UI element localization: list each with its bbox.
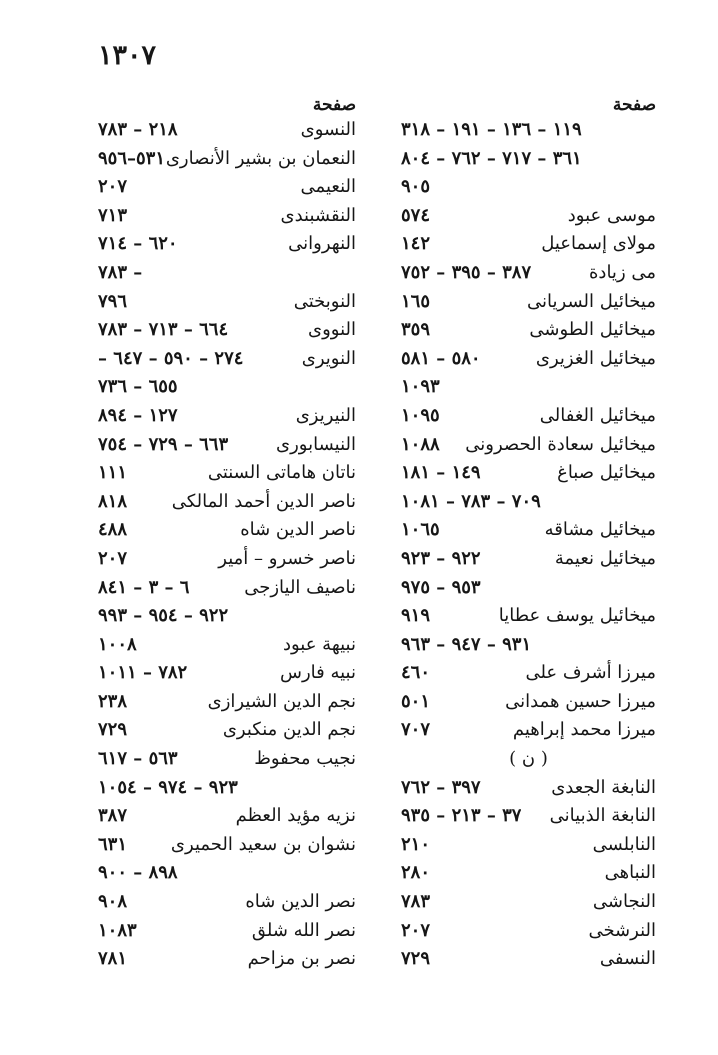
entry-pages: ٤٦٠ bbox=[401, 662, 431, 684]
index-entry bbox=[401, 945, 656, 974]
index-entry bbox=[401, 230, 656, 259]
index-entry bbox=[401, 345, 656, 374]
entry-pages: ٧٠٩ – ٧٨٣ – ١٠٨١ bbox=[401, 490, 541, 512]
index-entry bbox=[98, 173, 356, 202]
index-entry bbox=[98, 602, 356, 631]
index-entry bbox=[401, 802, 656, 831]
entry-pages: ٣٦١ – ٧١٧ – ٧٦٢ – ٨٠٤ bbox=[401, 147, 582, 169]
entry-pages: ٦٣١ bbox=[98, 833, 128, 855]
index-column-right bbox=[401, 94, 656, 974]
entry-name: ميخائيل الطوشى bbox=[529, 319, 656, 341]
entry-pages: ٧٨٢ – ١٠١١ bbox=[98, 662, 188, 684]
index-entry bbox=[98, 545, 356, 574]
index-entry bbox=[401, 917, 656, 946]
index-entry bbox=[401, 602, 656, 631]
entry-name: النابغة الجعدى bbox=[551, 776, 656, 798]
column-heading: صفحة bbox=[312, 95, 356, 115]
index-entry bbox=[98, 774, 356, 803]
index-entry bbox=[401, 288, 656, 317]
index-entry bbox=[401, 402, 656, 431]
index-entry bbox=[98, 373, 356, 402]
column-heading: صفحة bbox=[612, 95, 656, 115]
index-entry bbox=[401, 145, 656, 174]
index-entry bbox=[401, 631, 656, 660]
entry-name: نجم الدين منكبرى bbox=[222, 719, 356, 741]
entry-pages: ٩٠٥ bbox=[401, 176, 431, 198]
section-letter: ( ن ) bbox=[509, 748, 548, 770]
entry-pages: – ٧٨٣ bbox=[98, 261, 143, 283]
entry-name: موسى عبود bbox=[567, 204, 656, 226]
entry-name: ميرزا محمد إبراهيم bbox=[512, 719, 656, 741]
index-entry bbox=[98, 316, 356, 345]
entry-pages: ٢٠٧ bbox=[401, 919, 431, 941]
entry-name: ناصيف اليازجى bbox=[244, 576, 356, 598]
index-entry bbox=[98, 859, 356, 888]
index-entry bbox=[401, 888, 656, 917]
entry-pages: ٨١٨ bbox=[98, 490, 128, 512]
entry-pages: ٢٣٨ bbox=[98, 690, 128, 712]
entry-pages: ٦ – ٣ – ٨٤١ bbox=[98, 576, 190, 598]
entry-pages: ٧٨٣ bbox=[401, 891, 431, 913]
index-entry bbox=[98, 402, 356, 431]
entry-pages: ٣٧ – ٢١٣ – ٩٣٥ bbox=[401, 805, 522, 827]
entry-pages: ٧٩٦ bbox=[98, 290, 128, 312]
entry-name: النسوى bbox=[300, 119, 356, 140]
entry-pages: ١٢٧ – ٨٩٤ bbox=[98, 404, 178, 426]
entry-name: النقشبندى bbox=[280, 204, 356, 226]
entry-pages: ٩٠٨ bbox=[98, 891, 128, 913]
entry-pages: ٩٥٣ – ٩٧٥ bbox=[401, 576, 481, 598]
index-entry bbox=[401, 259, 656, 288]
index-entry bbox=[98, 488, 356, 517]
entry-pages: ٢٧٤ – ٥٩٠ – ٦٤٧ – bbox=[98, 347, 244, 369]
entry-pages: ١١٩ – ١٣٦ – ١٩١ – ٣١٨ bbox=[401, 119, 582, 140]
entry-pages: ٧٠٧ bbox=[401, 719, 431, 741]
entry-name: نشوان بن سعيد الحميرى bbox=[170, 833, 356, 855]
entry-name: ميرزا أشرف على bbox=[525, 662, 656, 684]
entry-name: النباهى bbox=[604, 862, 656, 884]
entry-pages: ٧١٣ bbox=[98, 204, 128, 226]
entry-name: ميخائيل نعيمة bbox=[554, 547, 656, 569]
entry-name: النيريزى bbox=[295, 404, 356, 426]
entry-pages: ٩٢٢ – ٩٥٤ – ٩٩٣ bbox=[98, 605, 229, 627]
index-entry bbox=[401, 431, 656, 460]
index-entry bbox=[98, 345, 356, 374]
entry-pages: ٣٨٧ bbox=[98, 805, 128, 827]
entry-pages: ٦٢٠ – ٧١٤ bbox=[98, 233, 178, 255]
entry-name: نبيه فارس bbox=[280, 662, 356, 684]
entry-pages: ١٠٠٨ bbox=[98, 633, 137, 655]
entry-name: ناصر الدين شاه bbox=[240, 519, 356, 541]
entry-pages: ٩٢٢ – ٩٢٣ bbox=[401, 547, 481, 569]
index-entry bbox=[401, 516, 656, 545]
entry-name: ميخائيل سعادة الحصرونى bbox=[465, 433, 656, 455]
index-entry bbox=[98, 431, 356, 460]
index-entry bbox=[98, 288, 356, 317]
entry-name: نصر الله شلق bbox=[251, 919, 356, 941]
entry-pages: ٣٩٧ – ٧٦٢ bbox=[401, 776, 481, 798]
entry-name: النجاشى bbox=[592, 891, 656, 913]
index-entry bbox=[401, 316, 656, 345]
entry-name: نجم الدين الشيرازى bbox=[207, 690, 356, 712]
entry-pages: ١١١ bbox=[98, 462, 128, 484]
entry-name: النسفى bbox=[599, 948, 656, 970]
index-entry bbox=[98, 145, 356, 174]
entry-pages: ١٠٩٥ bbox=[401, 404, 440, 426]
index-entry bbox=[98, 831, 356, 860]
entry-name: ميخائيل الغفالى bbox=[539, 404, 656, 426]
index-entry bbox=[98, 945, 356, 974]
entry-pages: ١٠٩٣ bbox=[401, 376, 440, 398]
entry-name: نصر بن مزاحم bbox=[247, 948, 356, 970]
index-entry bbox=[98, 116, 356, 145]
entry-name: ناتان هاماتى السنتى bbox=[207, 462, 356, 484]
entry-name: ميخائيل صباغ bbox=[557, 462, 656, 484]
entry-pages: ٢١٨ – ٧٨٣ bbox=[98, 119, 178, 140]
page-number: ١٣٠٧ bbox=[98, 40, 157, 71]
index-entry bbox=[98, 259, 356, 288]
index-entry bbox=[98, 659, 356, 688]
entry-name: ميخائيل السريانى bbox=[527, 290, 656, 312]
entry-name: مولاى إسماعيل bbox=[541, 233, 656, 255]
index-entry bbox=[98, 459, 356, 488]
entry-pages: ٢٠٧ bbox=[98, 176, 128, 198]
entry-pages: ٩٢٣ – ٩٧٤ – ١٠٥٤ bbox=[98, 776, 238, 798]
index-entry bbox=[401, 574, 656, 603]
entry-pages: ٧٨١ bbox=[98, 948, 128, 970]
index-entry bbox=[401, 373, 656, 402]
entry-name: النعيمى bbox=[300, 176, 356, 198]
entry-pages: ٥٣١–٩٥٦ bbox=[98, 147, 166, 169]
entry-name: النابغة الذبيانى bbox=[549, 805, 656, 827]
entry-pages: ٥٦٣ – ٦١٧ bbox=[98, 748, 178, 770]
entry-pages: ٢٠٧ bbox=[98, 547, 128, 569]
entry-pages: ٥٧٤ bbox=[401, 204, 431, 226]
entry-pages: ٥٠١ bbox=[401, 690, 431, 712]
entry-pages: ٣٨٧ – ٣٩٥ – ٧٥٢ bbox=[401, 261, 532, 283]
index-entry bbox=[98, 230, 356, 259]
index-entry bbox=[98, 516, 356, 545]
entry-name: النابلسى bbox=[592, 833, 656, 855]
entry-pages: ١٦٥ bbox=[401, 290, 431, 312]
entry-pages: ٩١٩ bbox=[401, 605, 431, 627]
entry-name: ميخائيل مشاقه bbox=[544, 519, 656, 541]
index-entry bbox=[98, 917, 356, 946]
entry-pages: ٤٨٨ bbox=[98, 519, 128, 541]
entry-name: ميخائيل الغزيرى bbox=[535, 347, 656, 369]
entry-pages: ١٠٨٣ bbox=[98, 919, 137, 941]
entry-pages: ١٠٦٥ bbox=[401, 519, 440, 541]
index-entry bbox=[401, 859, 656, 888]
index-column-left bbox=[98, 94, 356, 974]
entry-name: النووى bbox=[308, 319, 356, 341]
entry-name: نزيه مؤيد العظم bbox=[235, 805, 356, 827]
entry-name: نبيهة عبود bbox=[282, 633, 356, 655]
index-entry bbox=[401, 774, 656, 803]
index-entry bbox=[98, 888, 356, 917]
entry-pages: ٦٦٤ – ٧١٣ – ٧٨٣ bbox=[98, 319, 229, 341]
index-entry bbox=[401, 831, 656, 860]
entry-pages: ٧٢٩ bbox=[401, 948, 431, 970]
index-entry bbox=[401, 659, 656, 688]
entry-pages: ٣٥٩ bbox=[401, 319, 431, 341]
index-entry-list bbox=[401, 116, 656, 974]
index-entry bbox=[98, 688, 356, 717]
entry-pages: ٢١٠ bbox=[401, 833, 431, 855]
index-entry bbox=[401, 545, 656, 574]
index-entry bbox=[98, 202, 356, 231]
index-entry bbox=[401, 116, 656, 145]
index-entry bbox=[401, 745, 656, 774]
index-entry bbox=[401, 716, 656, 745]
index-entry bbox=[401, 488, 656, 517]
entry-name: ناصر خسرو – أمير bbox=[218, 547, 356, 569]
entry-name: ناصر الدين أحمد المالكى bbox=[171, 490, 356, 512]
entry-pages: ٦٦٣ – ٧٢٩ – ٧٥٤ bbox=[98, 433, 229, 455]
entry-pages: ١٠٨٨ bbox=[401, 433, 440, 455]
entry-name: النهروانى bbox=[288, 233, 356, 255]
entry-pages: ١٤٩ – ١٨١ bbox=[401, 462, 481, 484]
index-entry bbox=[401, 173, 656, 202]
entry-name: ميرزا حسين همدانى bbox=[505, 690, 656, 712]
index-entry bbox=[98, 574, 356, 603]
entry-name: نصر الدين شاه bbox=[245, 891, 356, 913]
entry-name: النيسابورى bbox=[276, 433, 356, 455]
entry-pages: ٥٨٠ – ٥٨١ bbox=[401, 347, 481, 369]
entry-name: ميخائيل يوسف عطايا bbox=[498, 605, 656, 627]
index-entry-list bbox=[98, 116, 356, 974]
index-entry bbox=[98, 745, 356, 774]
index-entry bbox=[98, 631, 356, 660]
entry-name: النوبختى bbox=[293, 290, 356, 312]
index-entry bbox=[98, 802, 356, 831]
entry-pages: ١٤٢ bbox=[401, 233, 431, 255]
index-entry bbox=[401, 202, 656, 231]
index-entry bbox=[98, 716, 356, 745]
entry-name: مى زيادة bbox=[589, 261, 656, 283]
entry-pages: ٩٣١ – ٩٤٧ – ٩٦٣ bbox=[401, 633, 532, 655]
entry-name: النويرى bbox=[301, 347, 356, 369]
entry-pages: ٧٢٩ bbox=[98, 719, 128, 741]
entry-name: النرشخى bbox=[588, 919, 656, 941]
index-entry bbox=[401, 459, 656, 488]
index-entry bbox=[401, 688, 656, 717]
entry-name: نجيب محفوظ bbox=[254, 748, 356, 770]
entry-pages: ٦٥٥ – ٧٣٦ bbox=[98, 376, 178, 398]
entry-pages: ٨٩٨ – ٩٠٠ bbox=[98, 862, 178, 884]
entry-name: النعمان بن بشير الأنصارى bbox=[165, 147, 356, 169]
entry-pages: ٢٨٠ bbox=[401, 862, 431, 884]
